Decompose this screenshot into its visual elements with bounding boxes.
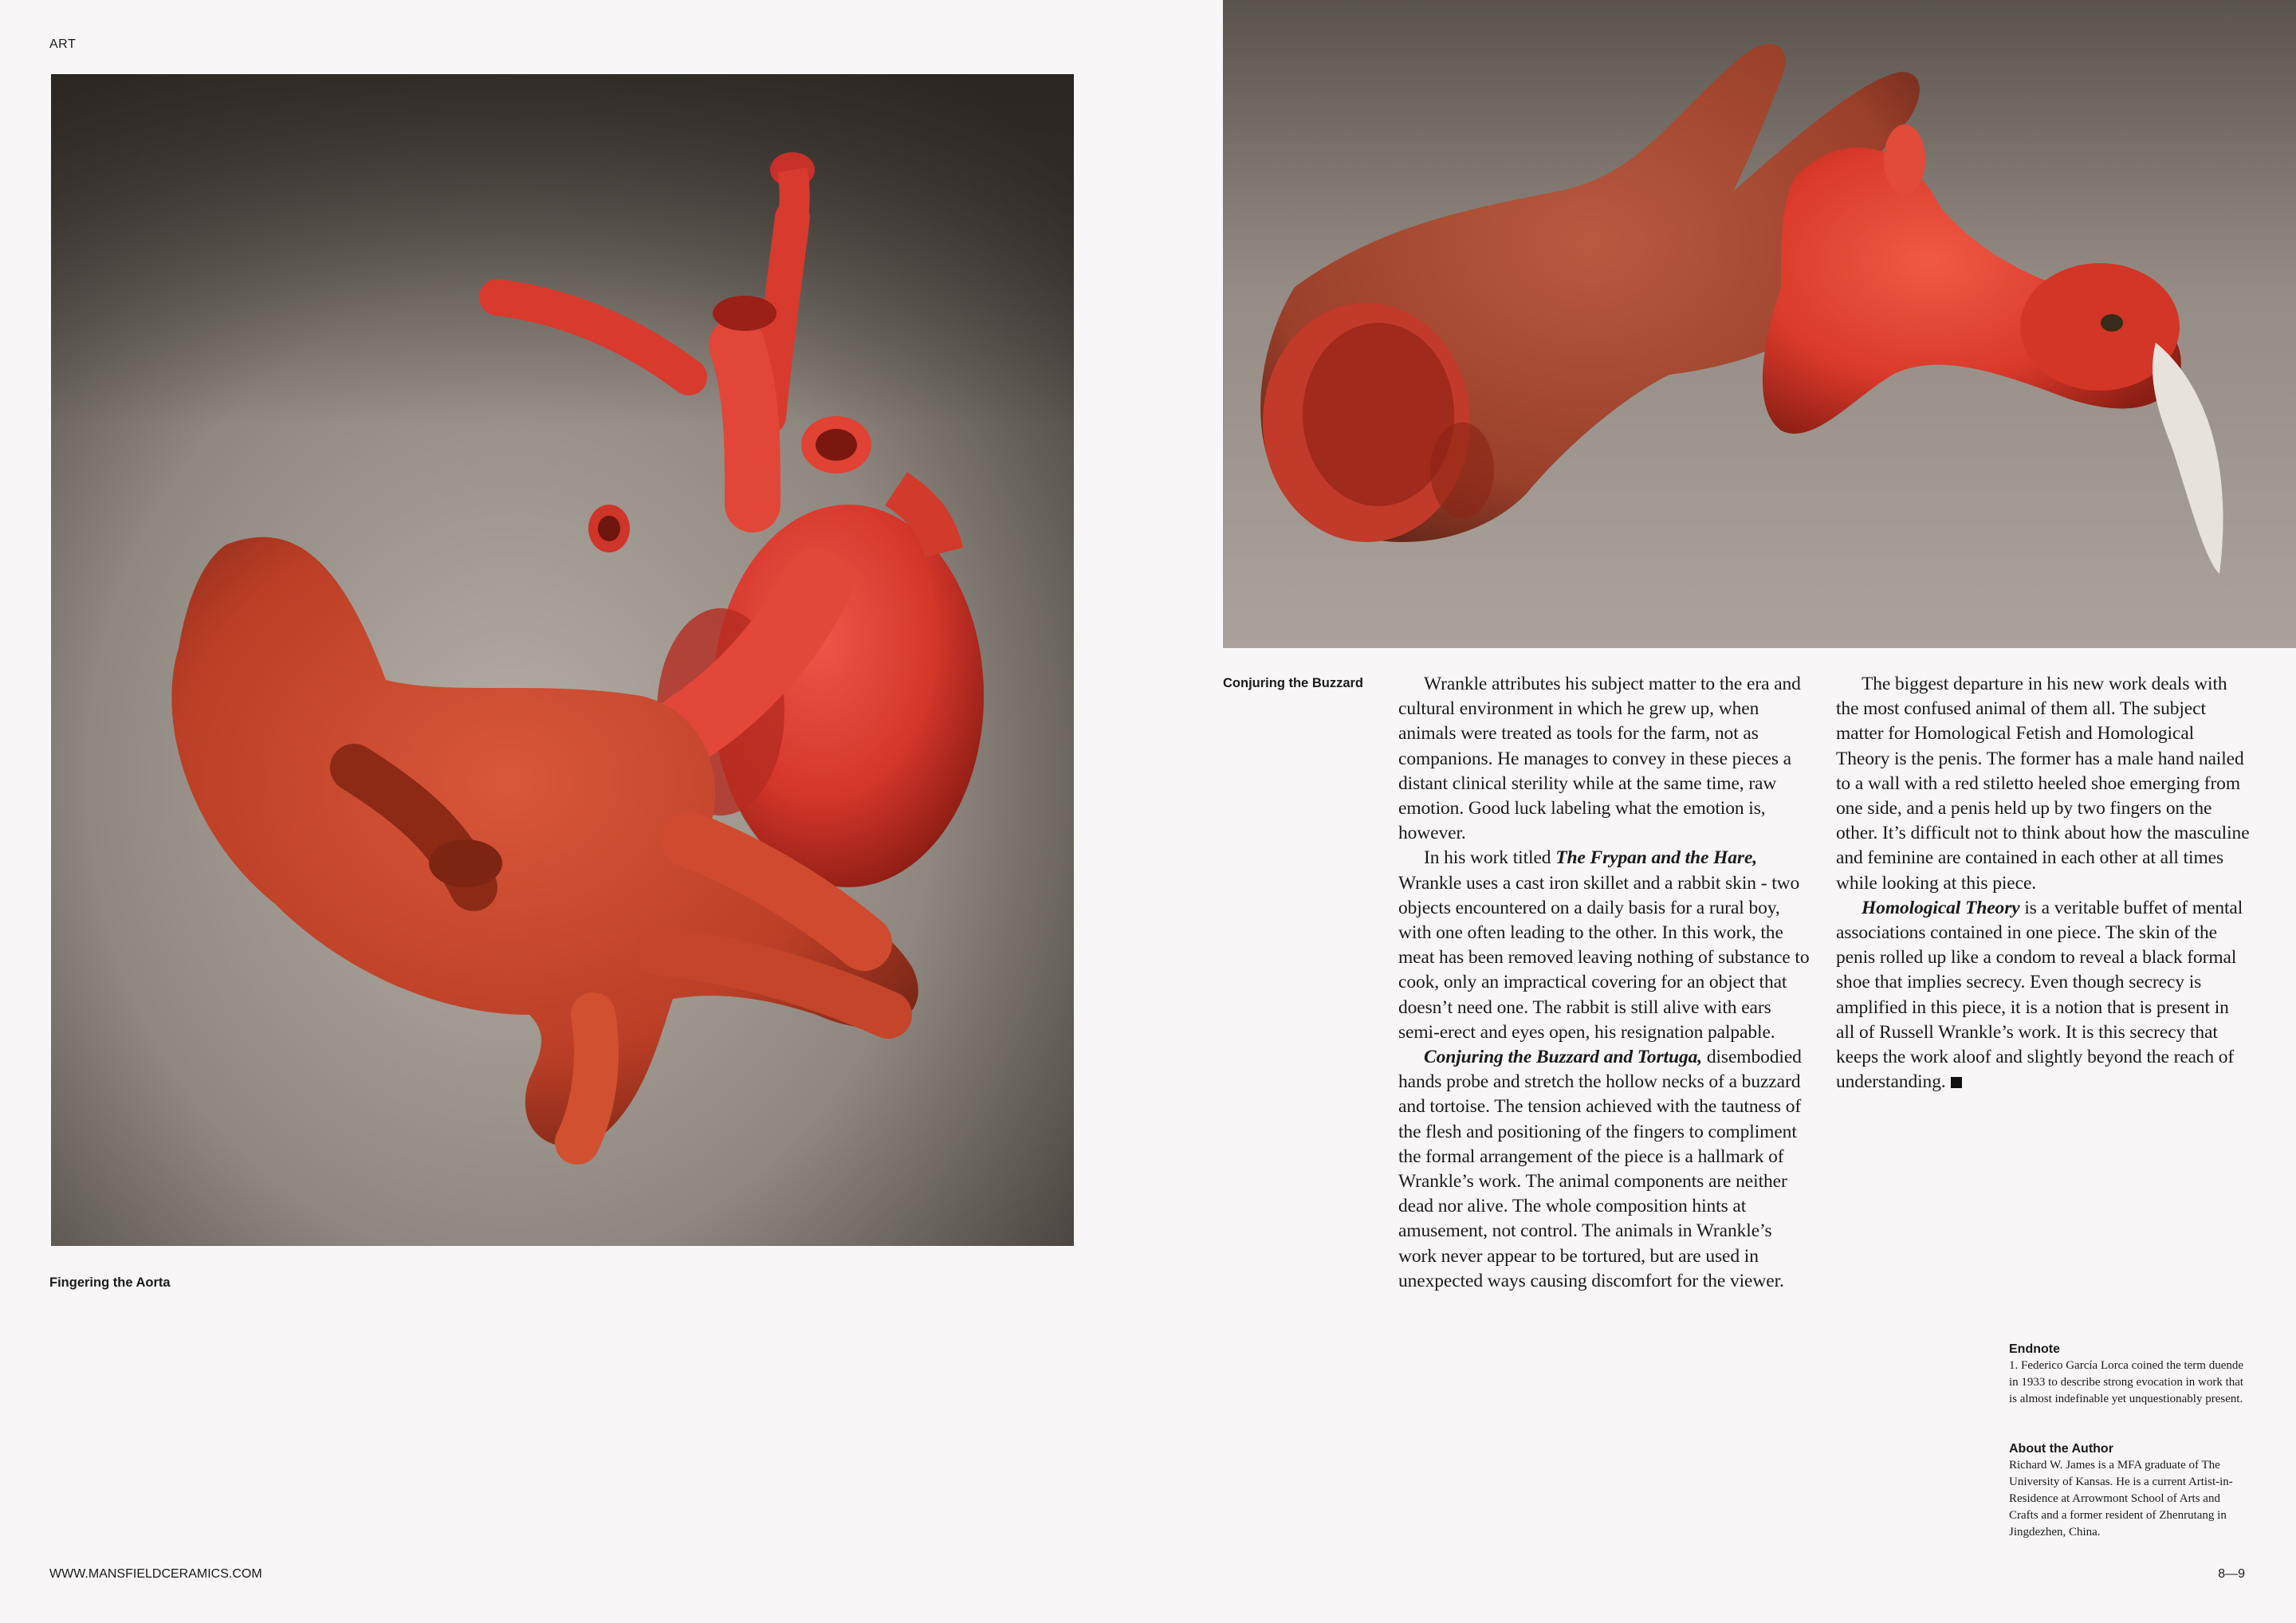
- about-text: Richard W. James is a MFA graduate of The University of Kansas. He is a current Artist-in-Residence at Arrowmont School of Arts and Crafts and a former resident of Zhenrutang in Jingdezhen, China.: [2009, 1459, 2233, 1539]
- article-column-1: [1398, 672, 1813, 1294]
- caption-conjuring-the-buzzard: Conjuring the Buzzard: [1223, 676, 1363, 690]
- caption-fingering-the-aorta: Fingering the Aorta: [49, 1275, 171, 1290]
- artwork-title: Conjuring the Buzzard and Tortuga,: [1424, 1047, 1703, 1068]
- about-heading: About the Author: [2009, 1442, 2113, 1456]
- page-numbers: 8—9: [2218, 1567, 2245, 1581]
- paragraph: Wrankle attributes his subject matter to the era and cultural environment in which he grew up, when animals were treated as tools for the farm, not as companions. He manages to convey in these pieces a distant clinical sterility while at the same time, raw emotion. Good luck labeling what the emotion is, however.: [1398, 674, 1801, 844]
- sculpture-aorta-image: [51, 74, 1074, 1246]
- footer-url: WWW.MANSFIELDCERAMICS.COM: [49, 1567, 262, 1581]
- section-label: ART: [49, 37, 77, 51]
- endnote: [2009, 1342, 2248, 1408]
- article-column-2: [1836, 672, 2251, 1094]
- artwork-title: The Frypan and the Hare,: [1555, 847, 1758, 869]
- about-the-author: [2009, 1441, 2248, 1541]
- text-run: In his work titled: [1424, 847, 1556, 869]
- paragraph: [1398, 846, 1813, 1045]
- paragraph: [1398, 1045, 1813, 1294]
- photo-fingering-the-aorta: [51, 74, 1074, 1246]
- sculpture-buzzard-image: [1223, 0, 2296, 648]
- endnote-text: 1. Federico García Lorca coined the term duende in 1933 to describe strong evocation in work that is almost indefinable yet unquestionably present.: [2009, 1359, 2244, 1405]
- text-run: disembodied hands probe and stretch the hollow necks of a buzzard and tortoise. The tension achieved with the tautness of the flesh and positioning of the fingers to compliment the formal arrangement of the piece is a hallmark of Wrankle’s work. The animal components are neither dead nor alive. The whole composition hints at amusement, not control. The animals in Wrankle’s work never appear to be tortured, but are used in unexpected ways causing discomfort for the viewer.: [1398, 1047, 1802, 1291]
- endnote-heading: Endnote: [2009, 1342, 2060, 1356]
- photo-conjuring-the-buzzard: [1223, 0, 2296, 648]
- text-run: is a veritable buffet of mental associations contained in one piece. The skin of the penis rolled up like a condom to reveal a black formal shoe that implies secrecy. Even though secrecy is amplified in this piece, it is a notion that is present in all of Russell Wrankle’s work. It is this secrecy that keeps the work aloof and slightly beyond the reach of understanding.: [1836, 897, 2243, 1093]
- paragraph: The biggest departure in his new work deals with the most confused animal of them all. The subject matter for Homological Fetish and Homological Theory is the penis. The former has a male hand nailed to a wall with a red stiletto heeled shoe emerging from one side, and a penis held up by two fingers on the other. It’s difficult not to think about how the masculine and feminine are contained in each other at all times while looking at this piece.: [1836, 674, 2250, 894]
- text-run: Wrankle uses a cast iron skillet and a rabbit skin - two objects encountered on a daily basis for a rural boy, with one often leading to the other. In this work, the meat has been removed leaving nothing of substance to cook, only an impractical covering for an object that doesn’t need one. The rabbit is still alive with ears semi-erect and eyes open, his resignation palpable.: [1398, 872, 1810, 1043]
- artwork-title: Homological Theory: [1862, 897, 2020, 918]
- end-mark-icon: [1951, 1077, 1962, 1088]
- paragraph: [1836, 896, 2251, 1095]
